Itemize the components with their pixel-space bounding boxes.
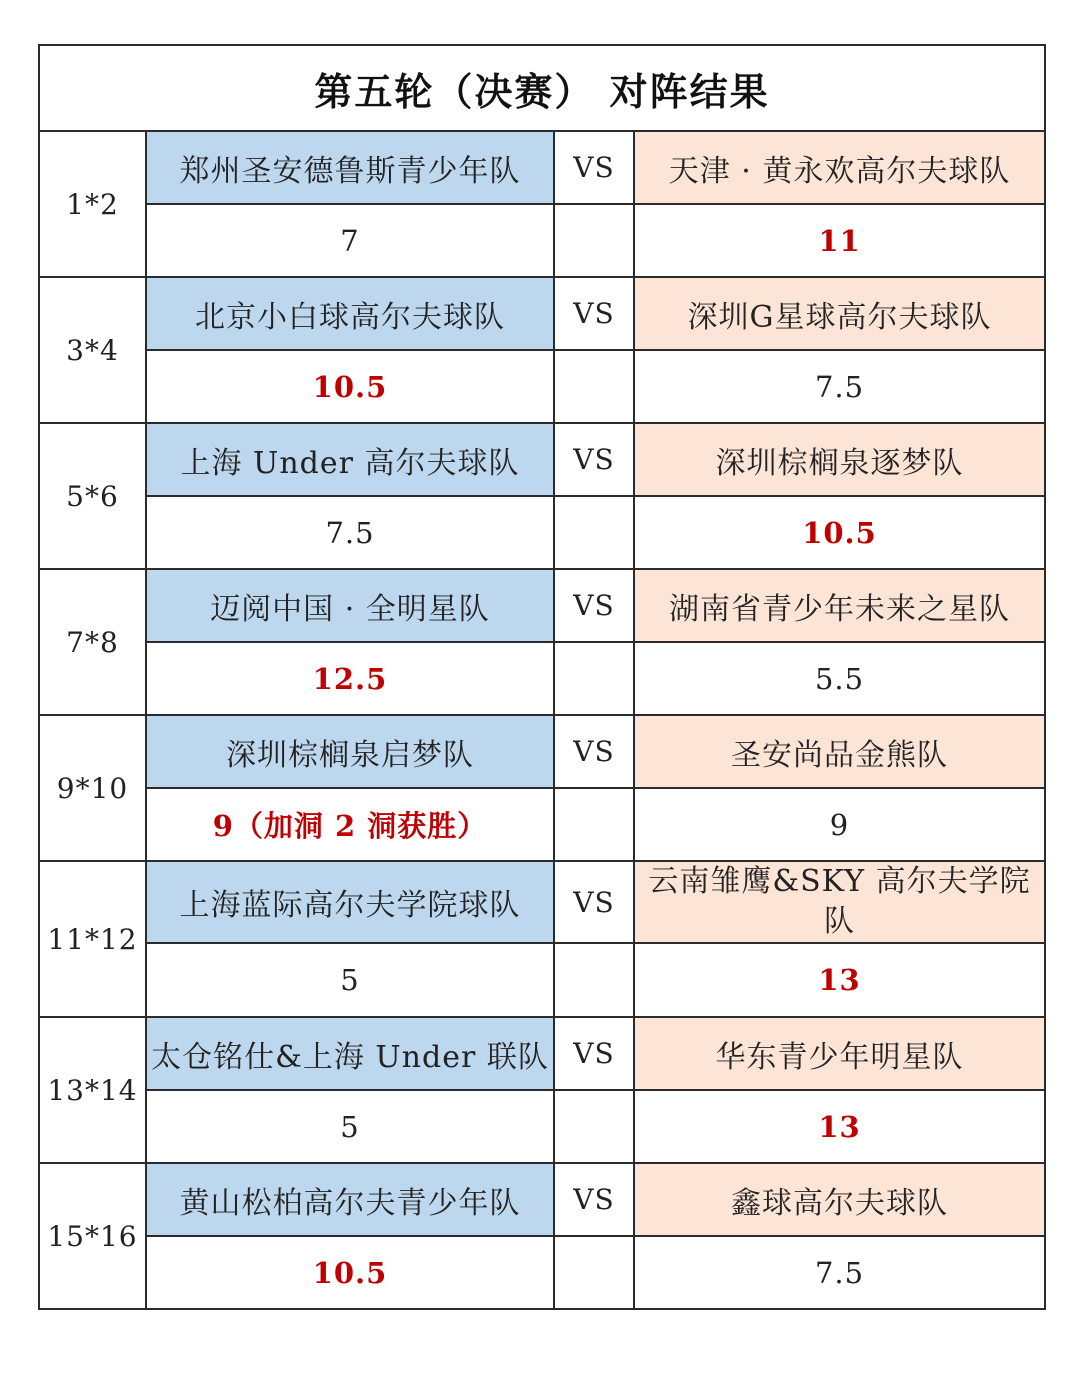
team-b-score: 13 <box>634 943 1045 1017</box>
match-row-scores <box>39 350 1045 423</box>
team-b-name: 深圳G星球高尔夫球队 <box>634 277 1045 350</box>
match-row-scores <box>39 1090 1045 1163</box>
vs-label: VS <box>554 715 634 788</box>
team-a-score: 10.5 <box>146 350 554 423</box>
team-a-score: 5 <box>146 943 554 1017</box>
team-b-name: 云南雏鹰&SKY 高尔夫学院队 <box>634 861 1045 943</box>
team-b-score: 11 <box>634 204 1045 277</box>
team-a-name: 北京小白球高尔夫球队 <box>146 277 554 350</box>
vs-label: VS <box>554 861 634 943</box>
match-row-teams <box>39 569 1045 642</box>
match-id: 3*4 <box>39 277 146 423</box>
match-row-teams <box>39 1163 1045 1236</box>
match-row-teams <box>39 1017 1045 1090</box>
team-b-score: 5.5 <box>634 642 1045 715</box>
team-a-name: 郑州圣安德鲁斯青少年队 <box>146 131 554 204</box>
match-row-teams <box>39 861 1045 943</box>
team-a-score: 7 <box>146 204 554 277</box>
match-id: 1*2 <box>39 131 146 277</box>
team-b-score: 10.5 <box>634 496 1045 569</box>
match-row-teams <box>39 277 1045 350</box>
team-b-score: 9 <box>634 788 1045 861</box>
vs-label: VS <box>554 131 634 204</box>
match-row-scores <box>39 788 1045 861</box>
match-id: 11*12 <box>39 861 146 1017</box>
team-b-name: 湖南省青少年未来之星队 <box>634 569 1045 642</box>
team-b-score: 7.5 <box>634 1236 1045 1309</box>
match-id: 7*8 <box>39 569 146 715</box>
team-b-name: 天津 · 黄永欢高尔夫球队 <box>634 131 1045 204</box>
match-id: 13*14 <box>39 1017 146 1163</box>
team-a-name: 上海 Under 高尔夫球队 <box>146 423 554 496</box>
table-title: 第五轮（决赛） 对阵结果 <box>39 45 1045 131</box>
team-b-name: 鑫球高尔夫球队 <box>634 1163 1045 1236</box>
team-a-score: 5 <box>146 1090 554 1163</box>
team-b-name: 华东青少年明星队 <box>634 1017 1045 1090</box>
team-a-score: 10.5 <box>146 1236 554 1309</box>
vs-label: VS <box>554 423 634 496</box>
match-row-scores <box>39 1236 1045 1309</box>
match-id: 5*6 <box>39 423 146 569</box>
team-a-name: 太仓铭仕&上海 Under 联队 <box>146 1017 554 1090</box>
team-a-name: 迈阅中国 · 全明星队 <box>146 569 554 642</box>
team-a-name: 黄山松柏高尔夫青少年队 <box>146 1163 554 1236</box>
team-a-score: 7.5 <box>146 496 554 569</box>
match-row-teams <box>39 423 1045 496</box>
match-id: 9*10 <box>39 715 146 861</box>
match-row-teams <box>39 715 1045 788</box>
score-spacer <box>554 1236 634 1309</box>
team-b-score: 7.5 <box>634 350 1045 423</box>
match-row-teams <box>39 131 1045 204</box>
score-spacer <box>554 496 634 569</box>
team-b-score: 13 <box>634 1090 1045 1163</box>
team-b-name: 深圳棕榈泉逐梦队 <box>634 423 1045 496</box>
score-spacer <box>554 642 634 715</box>
match-id: 15*16 <box>39 1163 146 1309</box>
match-row-scores <box>39 204 1045 277</box>
results-sheet <box>38 44 1044 1310</box>
vs-label: VS <box>554 277 634 350</box>
score-spacer <box>554 1090 634 1163</box>
team-a-score: 12.5 <box>146 642 554 715</box>
score-spacer <box>554 204 634 277</box>
vs-label: VS <box>554 1163 634 1236</box>
match-row-scores <box>39 943 1045 1017</box>
vs-label: VS <box>554 1017 634 1090</box>
team-a-name: 深圳棕榈泉启梦队 <box>146 715 554 788</box>
team-a-name: 上海蓝际高尔夫学院球队 <box>146 861 554 943</box>
team-a-score: 9（加洞 2 洞获胜） <box>146 788 554 861</box>
score-spacer <box>554 350 634 423</box>
score-spacer <box>554 943 634 1017</box>
match-row-scores <box>39 642 1045 715</box>
results-table <box>38 44 1046 1310</box>
team-b-name: 圣安尚品金熊队 <box>634 715 1045 788</box>
match-row-scores <box>39 496 1045 569</box>
vs-label: VS <box>554 569 634 642</box>
score-spacer <box>554 788 634 861</box>
